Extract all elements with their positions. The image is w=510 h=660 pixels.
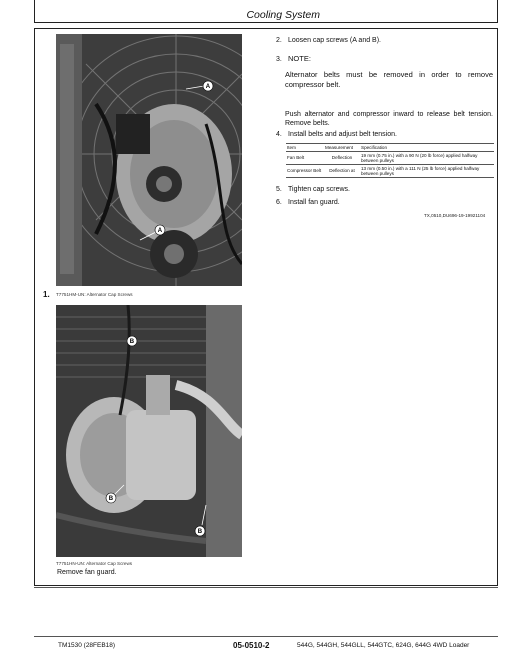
step-4-number: 4.: [276, 131, 282, 138]
callout-a-1: A: [205, 84, 211, 91]
section-title: Cooling System: [246, 9, 320, 21]
step-5-number: 5.: [276, 186, 282, 193]
callout-b-2: B: [108, 496, 114, 503]
reference-code: TX,0510,DU696-19-19921104: [424, 213, 486, 218]
step-2-number: 2.: [276, 37, 282, 44]
spec-value: 19 mm (0.75 in.) with a 90 N (20 lb force) applied halfway between pulleys: [360, 151, 494, 164]
spec-header-specification: Specification: [360, 144, 494, 152]
step-5: [276, 185, 350, 194]
step-5-text: Tighten cap screws.: [288, 186, 350, 193]
spec-item: Compressor Belt: [286, 164, 324, 177]
footer-page-number: 05-0510-2: [233, 641, 270, 650]
spec-row: [286, 151, 494, 164]
step-2: [276, 36, 381, 45]
spec-value: 13 mm (0.50 in.) with a 111 N (25 lb force) applied halfway between pulleys: [360, 164, 494, 177]
alternator-photo: [56, 34, 242, 286]
step-6: [276, 198, 340, 207]
instruction-text: Push alternator and compressor inward to release belt tension. Remove belts.: [285, 111, 493, 127]
callout-a-2: A: [157, 228, 163, 235]
spec-item: Fan Belt: [286, 151, 324, 164]
step-2-text: Loosen cap screws (A and B).: [288, 37, 381, 44]
figure-2-caption: T7751HN-UN: Alternator Cap Screws: [56, 561, 133, 566]
spec-table-header: [286, 144, 494, 152]
footer-models: 544G, 544GH, 544GLL, 544GTC, 624G, 644G 4WD Loader: [297, 642, 470, 649]
spec-measurement: Deflection at: [324, 164, 360, 177]
compressor-photo: [56, 305, 242, 557]
step-6-number: 6.: [276, 199, 282, 206]
spec-measurement: Deflection: [324, 151, 360, 164]
figure-2-note: Remove fan guard.: [57, 569, 117, 576]
figure-1-caption: T7751HM-UN: Alternator Cap Screws: [56, 292, 133, 297]
footer-rule: [34, 636, 498, 637]
callout-b-3: B: [197, 529, 203, 536]
step-4: [276, 130, 397, 139]
figure-number: 1.: [43, 290, 50, 299]
spec-table: [286, 143, 494, 178]
content-bottom-rule: [34, 587, 498, 588]
step-6-text: Install fan guard.: [288, 199, 340, 206]
step-3-number: 3.: [276, 56, 282, 63]
footer-manual-id: TM1530 (28FEB18): [58, 642, 116, 649]
step-3: [276, 54, 311, 64]
callout-b-1: B: [129, 339, 135, 346]
step-4-text: Install belts and adjust belt tension.: [288, 131, 397, 138]
note-text: Alternator belts must be removed in order to remove compressor belt.: [285, 70, 493, 89]
note-label: NOTE:: [288, 54, 311, 63]
spec-row: [286, 164, 494, 177]
spec-header-item: Item: [286, 144, 324, 152]
spec-header-measurement: Measurement: [324, 144, 360, 152]
